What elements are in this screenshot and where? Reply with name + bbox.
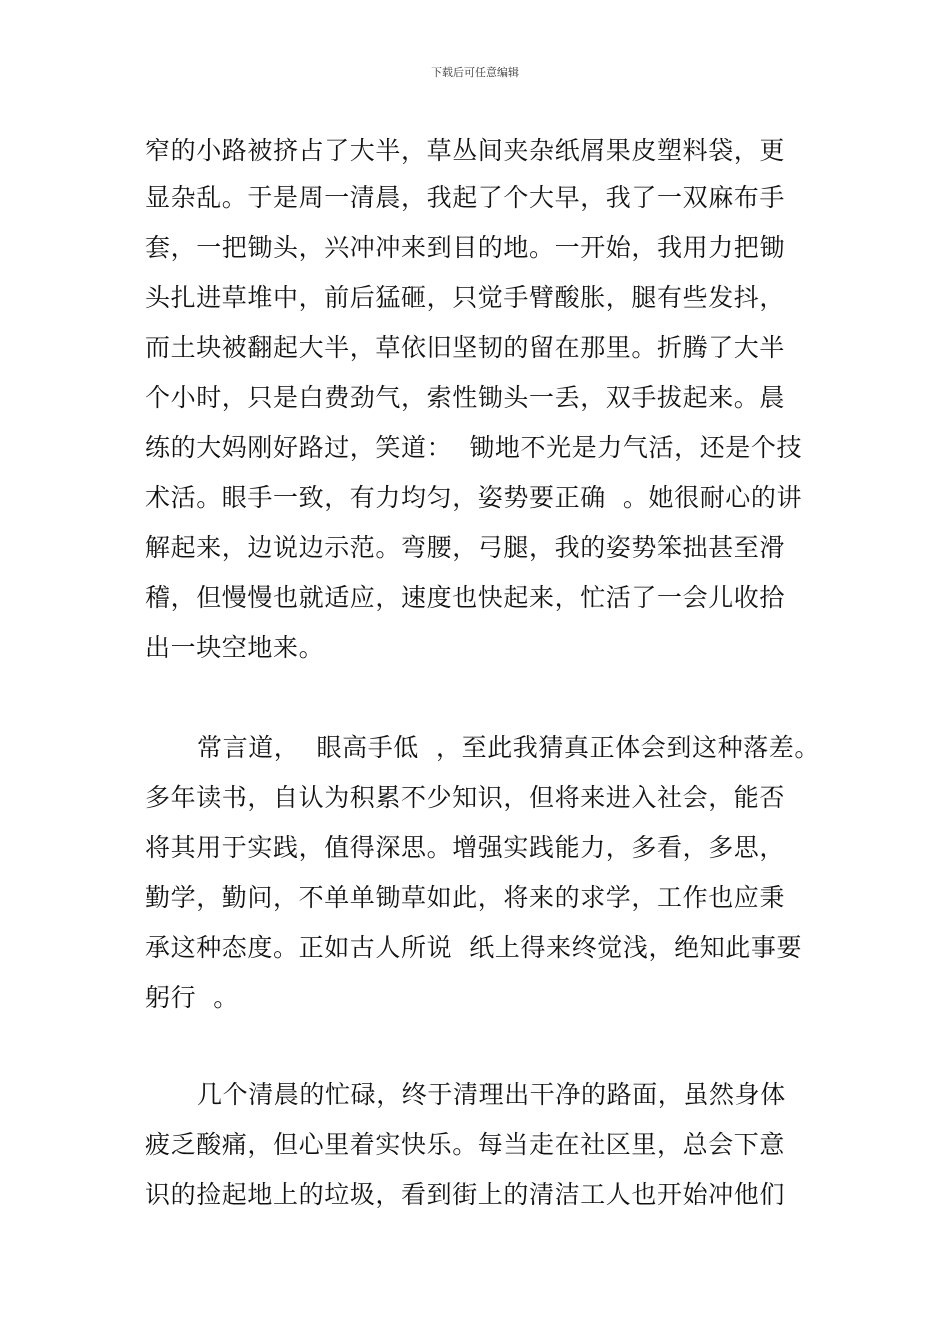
paragraph-line: 头扎进草堆中，前后猛砸，只觉手臂酸胀，腿有些发抖， [145,283,786,312]
paragraph-line: 疲乏酸痛，但心里着实快乐。每当走在社区里，总会下意 [145,1130,786,1159]
paragraph-line: 常言道， 眼高手低 ，至此我猜真正体会到这种落差。 [197,733,820,762]
page-header: 下载后可任意编辑 [431,66,519,79]
paragraph-line: 稽，但慢慢也就适应，速度也快起来，忙活了一会儿收拾 [145,583,786,612]
paragraph-line: 识的捡起地上的垃圾，看到街上的清洁工人也开始冲他们 [145,1180,786,1209]
paragraph-line: 几个清晨的忙碌，终于清理出干净的路面，虽然身体 [197,1080,786,1109]
paragraph-line: 解起来，边说边示范。弯腰，弓腿，我的姿势笨拙甚至滑 [145,533,786,562]
paragraph-line: 将其用于实践，值得深思。增强实践能力，多看，多思， [145,833,786,862]
paragraph-line: 多年读书，自认为积累不少知识，但将来进入社会，能否 [145,783,786,812]
paragraph-line: 个小时，只是白费劲气，索性锄头一丢，双手拔起来。晨 [145,383,786,412]
paragraph-line: 而土块被翻起大半，草依旧坚韧的留在那里。折腾了大半 [145,333,786,362]
paragraph-line: 练的大妈刚好路过，笑道： 锄地不光是力气活，还是个技 [145,433,803,462]
paragraph-line: 躬行 。 [145,983,239,1012]
paragraph-line: 出一块空地来。 [145,633,325,662]
paragraph-line: 显杂乱。于是周一清晨，我起了个大早，我了一双麻布手 [145,183,786,212]
paragraph-line: 窄的小路被挤占了大半，草丛间夹杂纸屑果皮塑料袋，更 [145,136,786,165]
paragraph-line: 承这种态度。正如古人所说 纸上得来终觉浅，绝知此事要 [145,933,803,962]
paragraph-line: 术活。眼手一致，有力均匀，姿势要正确 。她很耐心的讲 [145,483,803,512]
paragraph-line: 套，一把锄头，兴冲冲来到目的地。一开始，我用力把锄 [145,233,786,262]
paragraph-line: 勤学，勤问，不单单锄草如此，将来的求学，工作也应秉 [145,883,786,912]
